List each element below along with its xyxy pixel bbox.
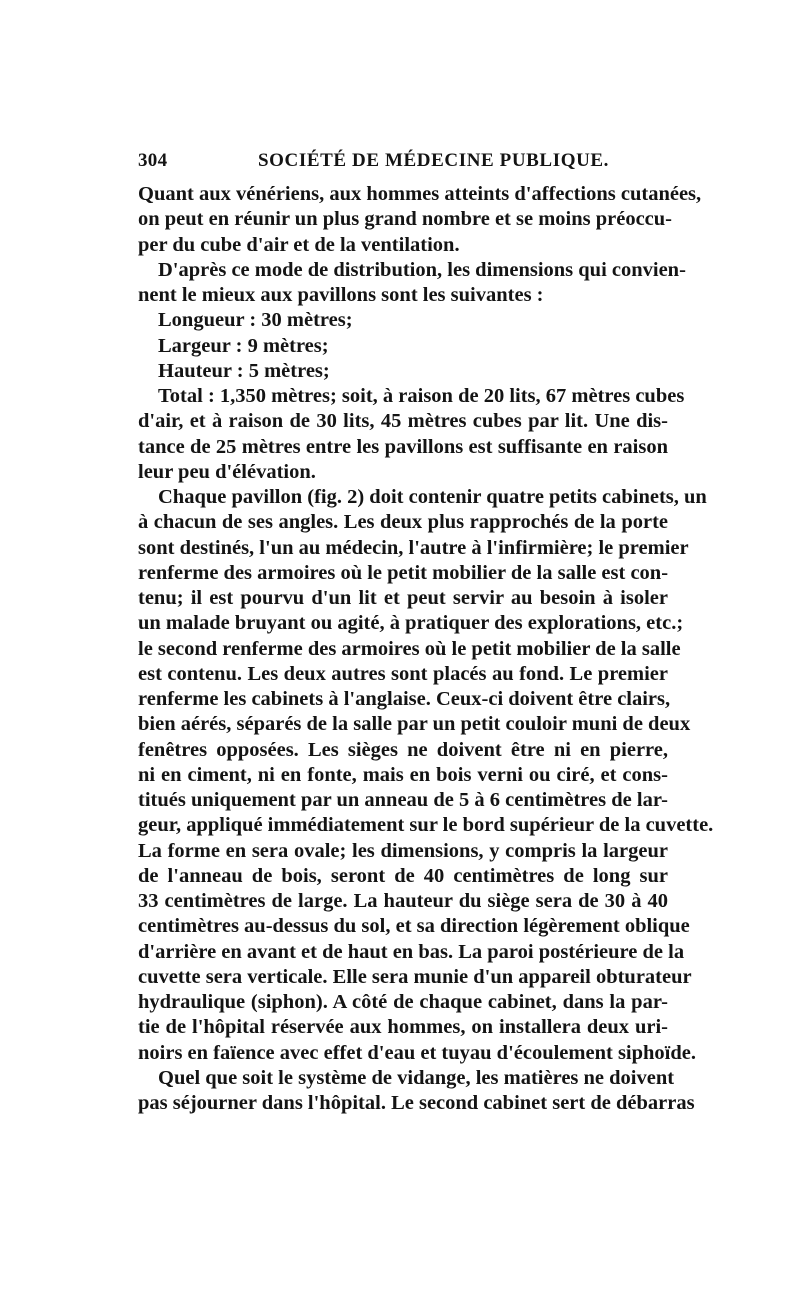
text-line: renferme des armoires où le petit mobilier de la salle est con- xyxy=(138,561,669,584)
text-line: Quant aux vénériens, aux hommes atteints d'affections cutanées, xyxy=(138,183,702,205)
text-line: un malade bruyant ou agité, à pratiquer des explorations, etc.; xyxy=(138,612,684,635)
text-line: leur peu d'élévation. xyxy=(138,460,316,483)
text-line: geur, appliqué immédiatement sur le bord supérieur de la cuvette. xyxy=(138,814,714,837)
text-line: La forme en sera ovale; les dimensions, y compris la largeur xyxy=(138,839,668,862)
text-line: bien aérés, séparés de la salle par un petit couloir muni de deux xyxy=(138,713,691,736)
text-line: renferme les cabinets à l'anglaise. Ceux-ci doivent être clairs, xyxy=(138,688,671,710)
page-number: 304 xyxy=(138,150,168,171)
text-line: Quel que soit le système de vidange, les matières ne doivent xyxy=(158,1066,675,1089)
text-line: nent le mieux aux pavillons sont les suivantes : xyxy=(138,284,544,306)
text-line: noirs en faïence avec effet d'eau et tuyau d'écoulement siphoïde. xyxy=(138,1041,696,1064)
text-line: titués uniquement par un anneau de 5 à 6 centimètres de lar- xyxy=(138,789,668,811)
text-line: Longueur : 30 mètres; xyxy=(158,309,353,332)
text-line: de l'anneau de bois, seront de 40 centimètres de long sur xyxy=(138,864,668,887)
text-line: sont destinés, l'un au médecin, l'autre à l'infirmière; le premier xyxy=(138,536,689,559)
text-line: hydraulique (siphon). A côté de chaque cabinet, dans la par- xyxy=(138,991,668,1013)
running-title: SOCIÉTÉ DE MÉDECINE PUBLIQUE. xyxy=(258,150,610,171)
text-line: cuvette sera verticale. Elle sera munie d'un appareil obturateur xyxy=(138,965,692,988)
text-line: on peut en réunir un plus grand nombre et se moins préoccu- xyxy=(138,208,672,231)
text-line: à chacun de ses angles. Les deux plus rapprochés de la porte xyxy=(138,511,668,534)
text-line: est contenu. Les deux autres sont placés au fond. Le premier xyxy=(138,662,668,685)
text-line: pas séjourner dans l'hôpital. Le second cabinet sert de débarras xyxy=(138,1092,695,1114)
body-text xyxy=(138,182,714,1116)
text-line: d'air, et à raison de 30 lits, 45 mètres cubes par lit. Une dis- xyxy=(138,410,668,433)
text-line: D'après ce mode de distribution, les dimensions qui convien- xyxy=(158,258,686,281)
text-line: centimètres au-dessus du sol, et sa direction légèrement oblique xyxy=(138,915,690,938)
text-line: Largeur : 9 mètres; xyxy=(158,334,329,357)
text-line: Chaque pavillon (fig. 2) doit contenir quatre petits cabinets, un xyxy=(158,486,707,508)
text-line: 33 centimètres de large. La hauteur du siège sera de 30 à 40 xyxy=(138,890,668,912)
text-line: fenêtres opposées. Les sièges ne doivent être ni en pierre, xyxy=(138,738,668,761)
text-line: d'arrière en avant et de haut en bas. La paroi postérieure de la xyxy=(138,940,685,963)
text-line: Total : 1,350 mètres; soit, à raison de 20 lits, 67 mètres cubes xyxy=(158,385,685,407)
text-line: tenu; il est pourvu d'un lit et peut servir au besoin à isoler xyxy=(138,587,668,609)
text-line: ni en ciment, ni en fonte, mais en bois verni ou ciré, et cons- xyxy=(138,763,668,786)
text-line: le second renferme des armoires où le petit mobilier de la salle xyxy=(138,637,681,660)
text-line: tie de l'hôpital réservée aux hommes, on installera deux uri- xyxy=(138,1016,668,1039)
text-line: tance de 25 mètres entre les pavillons est suffisante en raison xyxy=(138,435,668,458)
text-line: per du cube d'air et de la ventilation. xyxy=(138,233,460,256)
text-line: Hauteur : 5 mètres; xyxy=(158,359,330,382)
